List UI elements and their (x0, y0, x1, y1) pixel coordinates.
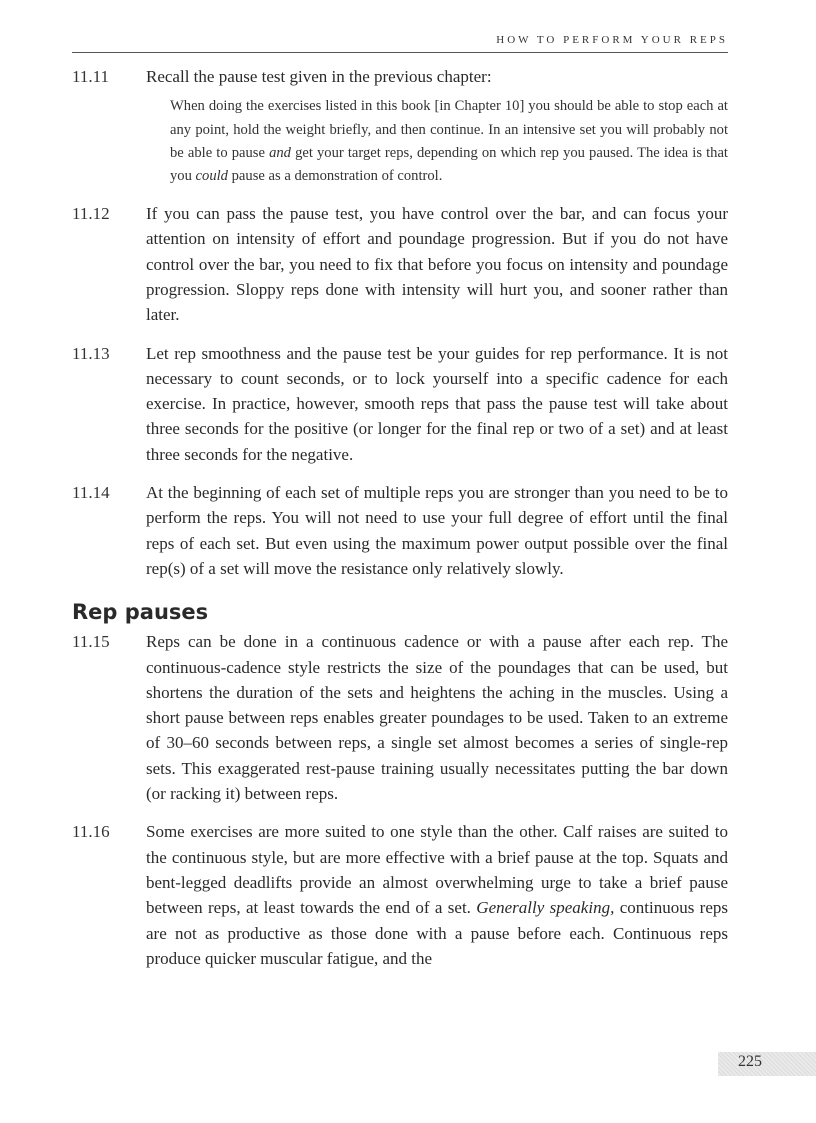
quote-text: get your target reps, depending on which rep you paused. The idea is that you (170, 144, 728, 184)
paragraph-11-13 (72, 341, 728, 467)
paragraph-text-part: Some exercises are more suited to one style than the other. Calf raises are suited to the continuous style, but are more effective with a brief pause at the top. Squats and bent-legged deadlifts provide an almost overwhelming urge to take a brief pause between reps, at least towards the end of a set. (146, 822, 728, 918)
header-rule (72, 52, 728, 53)
page-number-box (718, 1052, 816, 1076)
paragraph-emphasis: Generally speaking, (476, 898, 615, 918)
paragraph-text: Let rep smoothness and the pause test be your guides for rep performance. It is not necessary to count seconds, or to lock yourself into a specific cadence for each exercise. In practice, however, smooth reps that pass the pause test will take about three seconds for the positive (or longer for the final rep or two of a set) and at least three seconds for the negative. (146, 343, 728, 464)
paragraph-number: 11.13 (72, 343, 110, 363)
running-head: HOW TO PERFORM YOUR REPS (496, 34, 728, 46)
paragraph-11-14 (72, 480, 728, 581)
quote-text: pause as a demonstration of control. (227, 167, 443, 184)
paragraph-11-16 (72, 819, 728, 971)
quote-text: When doing the exercises listed in this book [in Chapter 10] you should be able to stop each at any point, hold the weight briefly, and then continue. In an intensive set you will probably not be able to pause (170, 98, 728, 161)
paragraph-text: If you can pass the pause test, you have control over the bar, and can focus your attention on intensity of effort and poundage progression. But if you do not have control over the bar, you need to fix that before you focus on intensity and poundage progression. Sloppy reps done with intensity will hurt you, and sooner rather than later. (146, 204, 728, 325)
paragraph-number: 11.16 (72, 822, 110, 842)
page-number: 225 (738, 1053, 762, 1070)
paragraph-text (146, 819, 728, 971)
page-body (72, 64, 728, 984)
paragraph-number: 11.12 (72, 204, 110, 224)
paragraph-11-11 (72, 64, 728, 188)
paragraph-text-part: continuous reps are not as productive as those done with a pause before each. Continuous reps produce quicker muscular fatigue, and the (146, 898, 728, 968)
paragraph-number: 11.15 (72, 632, 110, 652)
section-heading: Rep pauses (72, 600, 209, 625)
paragraph-text: Recall the pause test given in the previous chapter: (146, 67, 492, 86)
paragraph-11-12 (72, 201, 728, 327)
paragraph-text: At the beginning of each set of multiple reps you are stronger than you need to be to perform the reps. You will not need to use your full degree of effort until the final reps of each set. But even using the maximum power output possible over the final rep(s) of a set will move the resistance only relatively slowly. (146, 483, 728, 578)
paragraph-11-15 (72, 629, 728, 806)
quote-emphasis: and (269, 144, 291, 161)
quote-emphasis: could (195, 167, 228, 184)
paragraph-number: 11.14 (72, 483, 110, 503)
block-quote (170, 95, 728, 188)
paragraph-text: Reps can be done in a continuous cadence or with a pause after each rep. The continuous-cadence style restricts the size of the poundages that can be used, but shortens the duration of the sets and heightens the aching in the muscles. Using a short pause between reps enables greater poundages to be used. Taken to an extreme of 30–60 seconds between reps, a single set almost becomes a series of single-rep sets. This exaggerated rest-pause training usually necessitates putting the bar down (or racking it) between reps. (146, 632, 728, 804)
paragraph-number: 11.11 (72, 67, 109, 86)
